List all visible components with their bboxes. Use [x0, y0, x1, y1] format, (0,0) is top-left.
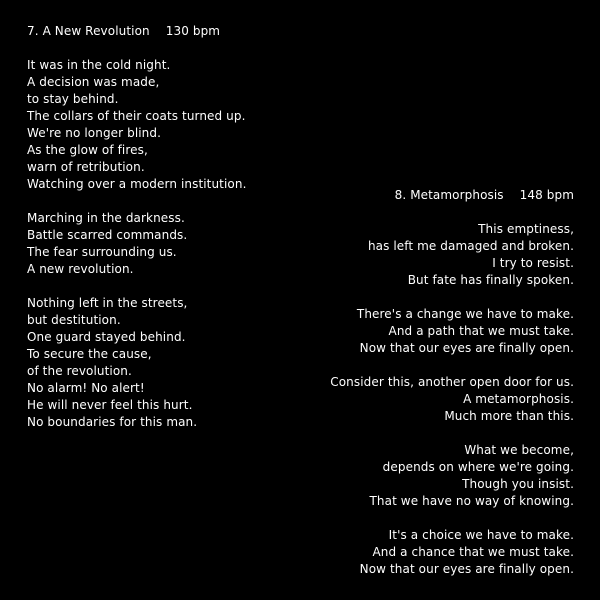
lyric-line: That we have no way of knowing. [369, 494, 574, 508]
lyric-line: depends on where we're going. [382, 460, 574, 474]
lyric-line: Marching in the darkness. [27, 211, 185, 225]
song-bpm: 130 bpm [165, 24, 221, 38]
lyric-line: One guard stayed behind. [27, 330, 186, 344]
lyric-line: Now that our eyes are finally open. [359, 341, 574, 355]
lyric-line: To secure the cause, [27, 347, 152, 361]
song-title: 8. Metamorphosis [394, 188, 504, 202]
lyric-line: The collars of their coats turned up. [27, 109, 246, 123]
lyric-line: of the revolution. [27, 364, 132, 378]
song-a-new-revolution [27, 23, 247, 431]
lyrics [330, 221, 574, 578]
lyric-line: He will never feel this hurt. [27, 398, 193, 412]
lyric-stanza [330, 527, 574, 578]
lyric-stanza [330, 442, 574, 510]
lyric-line: warn of retribution. [27, 160, 145, 174]
lyric-line: but destitution. [27, 313, 121, 327]
lyric-stanza [330, 306, 574, 357]
lyric-stanza [27, 210, 247, 278]
lyric-line: I try to resist. [492, 256, 574, 270]
lyric-line: There's a change we have to make. [356, 307, 574, 321]
lyric-line: Consider this, another open door for us. [330, 375, 574, 389]
lyric-line: A new revolution. [27, 262, 134, 276]
lyric-line: Watching over a modern institution. [27, 177, 247, 191]
lyric-stanza [330, 374, 574, 425]
lyric-line: has left me damaged and broken. [367, 239, 574, 253]
lyric-line: Now that our eyes are finally open. [359, 562, 574, 576]
lyric-line: As the glow of fires, [27, 143, 148, 157]
song-bpm: 148 bpm [519, 188, 574, 202]
lyric-line: No boundaries for this man. [27, 415, 198, 429]
lyric-line: But fate has finally spoken. [407, 273, 574, 287]
song-title-line [27, 23, 247, 40]
lyrics [27, 57, 247, 431]
lyric-line: We're no longer blind. [27, 126, 162, 140]
lyric-line: And a chance that we must take. [372, 545, 574, 559]
lyric-line: It was in the cold night. [27, 58, 171, 72]
lyric-stanza [330, 221, 574, 289]
lyric-line: A decision was made, [27, 75, 160, 89]
lyric-line: to stay behind. [27, 92, 119, 106]
song-metamorphosis [330, 187, 574, 578]
song-title: 7. A New Revolution [27, 24, 150, 38]
lyric-line: What we become, [464, 443, 574, 457]
lyric-line: Though you insist. [462, 477, 574, 491]
lyric-stanza [27, 295, 247, 431]
song-title-line [330, 187, 574, 204]
lyric-line: It's a choice we have to make. [388, 528, 574, 542]
lyric-line: This emptiness, [478, 222, 574, 236]
lyric-line: No alarm! No alert! [27, 381, 145, 395]
lyric-line: Battle scarred commands. [27, 228, 188, 242]
lyric-stanza [27, 57, 247, 193]
lyric-line: The fear surrounding us. [27, 245, 177, 259]
lyric-line: And a path that we must take. [388, 324, 574, 338]
lyric-line: Much more than this. [444, 409, 574, 423]
lyric-line: A metamorphosis. [463, 392, 574, 406]
lyric-line: Nothing left in the streets, [27, 296, 188, 310]
